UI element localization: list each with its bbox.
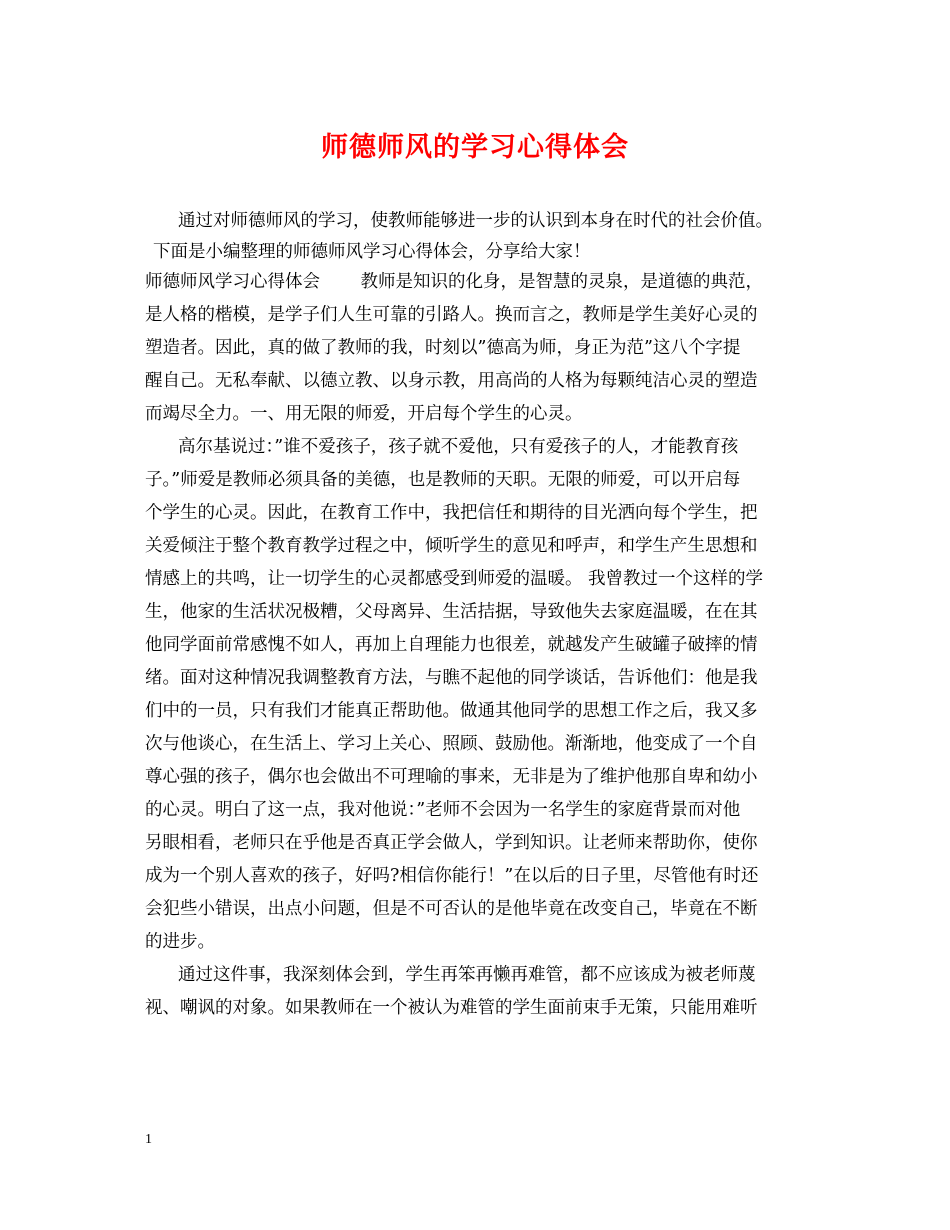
text-line: 另眼相看，老师只在乎他是否真正学会做人，学到知识。让老师来帮助你，使你 — [145, 833, 758, 853]
text-line: 次与他谈心，在生活上、学习上关心、照顾、鼓励他。渐渐地，他变成了一个自 — [145, 734, 758, 754]
text-line: 个学生的心灵。因此，在教育工作中，我把信任和期待的目光洒向每个学生，把 — [145, 503, 758, 523]
text-line: 尊心强的孩子，偶尔也会做出不可理喻的事来，无非是为了维护他那自卑和幼小 — [145, 767, 758, 787]
text-line: 情感上的共鸣，让一切学生的心灵都感受到师爱的温暖。 我曾教过一个这样的学 — [145, 569, 764, 589]
text-line: 醒自己。无私奉献、以德立教、以身示教，用高尚的人格为每颗纯洁心灵的塑造 — [145, 371, 758, 391]
text-line: 的进步。 — [145, 932, 215, 952]
text-line: 视、嘲讽的对象。如果教师在一个被认为难管的学生面前束手无策，只能用难听 — [145, 998, 758, 1018]
text-line: 高尔基说过：”谁不爱孩子，孩子就不爱他，只有爱孩子的人，才能教育孩 — [178, 437, 739, 457]
page-number: 1 — [145, 1132, 152, 1147]
text-line: 们中的一员，只有我们才能真正帮助他。做通其他同学的思想工作之后，我又多 — [145, 701, 758, 721]
document-body — [145, 205, 835, 1025]
text-line: 的心灵。明白了这一点，我对他说：”老师不会因为一名学生的家庭背景而对他 — [145, 800, 741, 820]
text-line: 绪。面对这种情况我调整教育方法，与瞧不起他的同学谈话，告诉他们：他是我 — [145, 668, 758, 688]
text-line: 下面是小编整理的师德师风学习心得体会，分享给大家！ — [153, 242, 591, 262]
text-line: 是人格的楷模，是学子们人生可靠的引路人。换而言之，教师是学生美好心灵的 — [145, 305, 758, 325]
text-line: 师德师风学习心得体会 教师是知识的化身，是智慧的灵泉，是道德的典范， — [145, 272, 764, 292]
text-line: 生，他家的生活状况极糟，父母离异、生活拮据，导致他失去家庭温暖，在在其 — [145, 602, 758, 622]
text-line: 成为一个别人喜欢的孩子，好吗?相信你能行！”在以后的日子里，尽管他有时还 — [145, 866, 759, 886]
text-line: 通过对师德师风的学习，使教师能够进一步的认识到本身在时代的社会价值。 — [178, 211, 773, 231]
text-line: 他同学面前常感愧不如人，再加上自理能力也很差，就越发产生破罐子破摔的情 — [145, 635, 758, 655]
text-line: 而竭尽全力。一、用无限的师爱，开启每个学生的心灵。 — [145, 404, 583, 424]
text-line: 塑造者。因此，真的做了教师的我，时刻以”德高为师，身正为范”这八个字提 — [145, 338, 741, 358]
document-title: 师德师风的学习心得体会 — [321, 132, 629, 163]
text-line: 会犯些小错误，出点小问题，但是不可否认的是他毕竟在改变自己，毕竟在不断 — [145, 899, 758, 919]
text-line: 关爱倾注于整个教育教学过程之中，倾听学生的意见和呼声，和学生产生思想和 — [145, 536, 758, 556]
text-line: 通过这件事，我深刻体会到，学生再笨再懒再难管，都不应该成为被老师蔑 — [178, 965, 756, 985]
text-line: 子。”师爱是教师必须具备的美德，也是教师的天职。无限的师爱，可以开启每 — [145, 470, 741, 490]
